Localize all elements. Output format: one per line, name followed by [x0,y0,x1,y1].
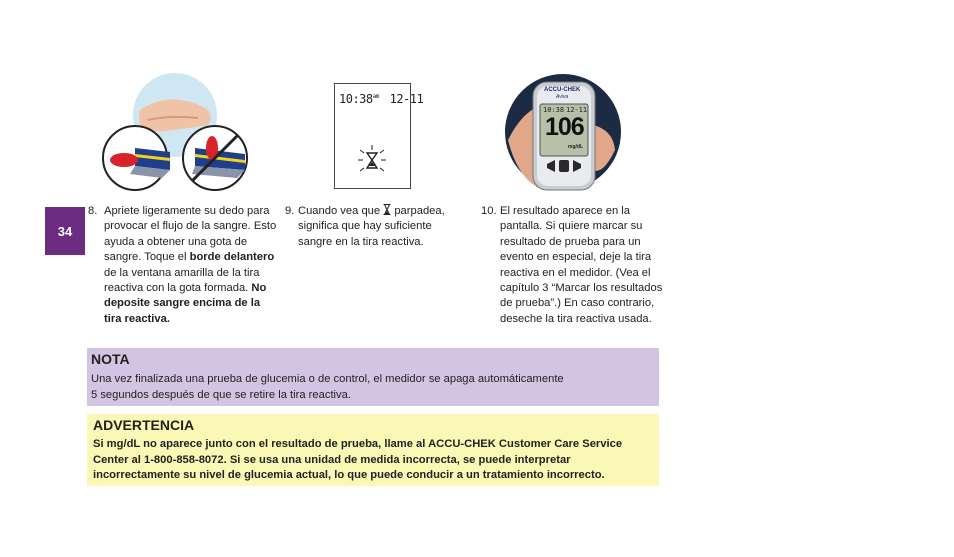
step-9 [285,204,460,250]
step-text: El resultado aparece en la pantalla. Si quiere marcar su resultado de prueba para un evento en especial, deje la tira reactiva en el medidor. (Vea el capítulo 3 “Marcar los resultados de prueba”.) En caso contrario, deseche la tira reactiva usada. [500,205,663,325]
meter-date: 12-11 [566,106,588,114]
meter-unit: mg/dL [568,144,583,150]
display-ampm: am [372,93,379,100]
step-text-part: Apriete ligeramente su dedo para provocar el flujo de la sangre. Esto ayuda a obtener una gota de sangre. Toque el [104,205,277,264]
warning-box [87,414,659,486]
display-date: 12-11 [389,92,424,106]
step-number: 10. [481,205,497,217]
meter-reading: 106 [545,113,584,141]
page-number: 34 [57,223,73,239]
meter-model: Aviva [556,94,569,100]
warning-text: Si mg/dL no aparece junto con el resultado de prueba, llame al ACCU-CHEK Customer Care Service Center al 1-800-858-8072. Si se usa una unidad de medida incorrecta, se puede interpretar incorrectamente su nivel de glucemia actual, lo que puede conducir a un tratamiento incorrecto. [93,438,623,481]
step-text [298,204,460,250]
meter-time: 10:38 [543,106,565,114]
step-number: 9. [285,205,295,217]
finger-blood-illustration [100,70,250,195]
step-8 [88,204,278,327]
step-text-part: de la ventana amarilla de la tira reactiva con la gota formada. [104,266,260,295]
step-text-bold: borde delantero [189,251,275,264]
meter-display-illustration [334,83,424,189]
note-heading: NOTA [91,351,130,367]
step-text-part: parpadea, significa que hay suficiente sangre en la tira reactiva. [298,205,445,248]
display-time: 10:38 [339,92,373,106]
note-text [91,372,651,403]
step-text [104,204,278,327]
blinking-hourglass-icon [357,144,387,176]
step-10 [481,204,666,327]
note-line: 5 segundos después de que se retire la tira reactiva. [91,388,351,401]
step-text-part: Cuando vea que [298,205,384,217]
warning-heading: ADVERTENCIA [93,417,195,433]
note-line: Una vez finalizada una prueba de glucemia o de control, el medidor se apaga automáticamente [91,373,564,385]
meter-brand: ACCU-CHEK [544,87,581,93]
step-text-bold: No deposite sangre encima de la tira reactiva. [104,282,267,325]
note-box [87,348,659,406]
page-number-tab [45,207,85,255]
step-number: 8. [88,205,98,217]
